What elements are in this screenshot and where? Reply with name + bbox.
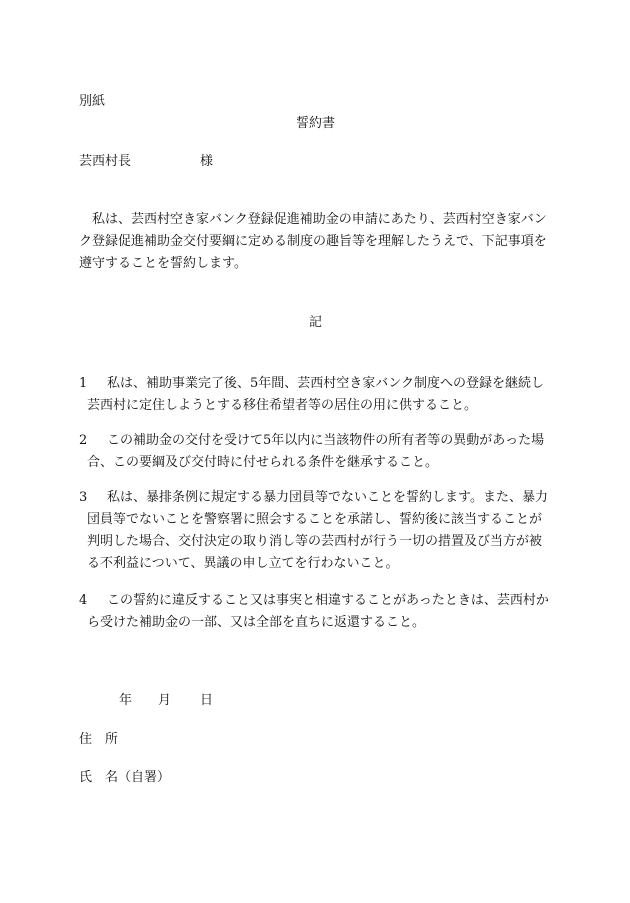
item-4: [79, 590, 549, 634]
date-month-label: 月: [158, 693, 172, 708]
item-number: 3: [79, 490, 88, 505]
name-label: 氏 名（自署）: [79, 770, 171, 785]
addressee-honorific: 様: [200, 154, 214, 169]
item-text: 私は、補助事業完了後、5年間、芸西村空き家バンク制度への登録を継続し芸西村に定住しようとする移住希望者等の居住の用に供すること。: [87, 376, 545, 413]
date-year-label: 年: [119, 693, 133, 708]
item-3: [79, 487, 549, 575]
item-text: この誓約に違反すること又は事実と相違することがあったときは、芸西村から受けた補助金の一部、又は全部を直ちに返還すること。: [87, 593, 549, 630]
item-number: 2: [79, 433, 88, 448]
addressee-office: 芸西村長: [79, 154, 132, 169]
item-number: 1: [79, 376, 88, 391]
item-text: この補助金の交付を受けて5年以内に当該物件の所有者等の異動があった場合、この要綱及び交付時に付せられる条件を継承すること。: [87, 433, 545, 470]
item-text: 私は、暴排条例に規定する暴力団員等でないことを誓約します。また、暴力団員等でないことを警察署に照会することを承諾し、誓約後に該当することが判明した場合、交付決定の取り消し等の芸西村が行う一切の措置及び当方が被る不利益について、異議の申し立てを行わないこと。: [87, 490, 548, 571]
address-label: 住 所: [79, 732, 119, 747]
item-1: [79, 373, 549, 417]
attachment-label: 別紙: [79, 94, 106, 109]
date-day-label: 日: [200, 693, 214, 708]
ki-heading: 記: [309, 315, 323, 330]
item-number: 4: [79, 593, 88, 608]
document-title: 誓約書: [296, 116, 336, 131]
item-2: [79, 430, 549, 474]
intro-paragraph: 私は、芸西村空き家バンク登録促進補助金の申請にあたり、芸西村空き家バンク登録促進補助金交付要綱に定める制度の趣旨等を理解したうえで、下記事項を遵守することを誓約します。: [79, 212, 547, 271]
